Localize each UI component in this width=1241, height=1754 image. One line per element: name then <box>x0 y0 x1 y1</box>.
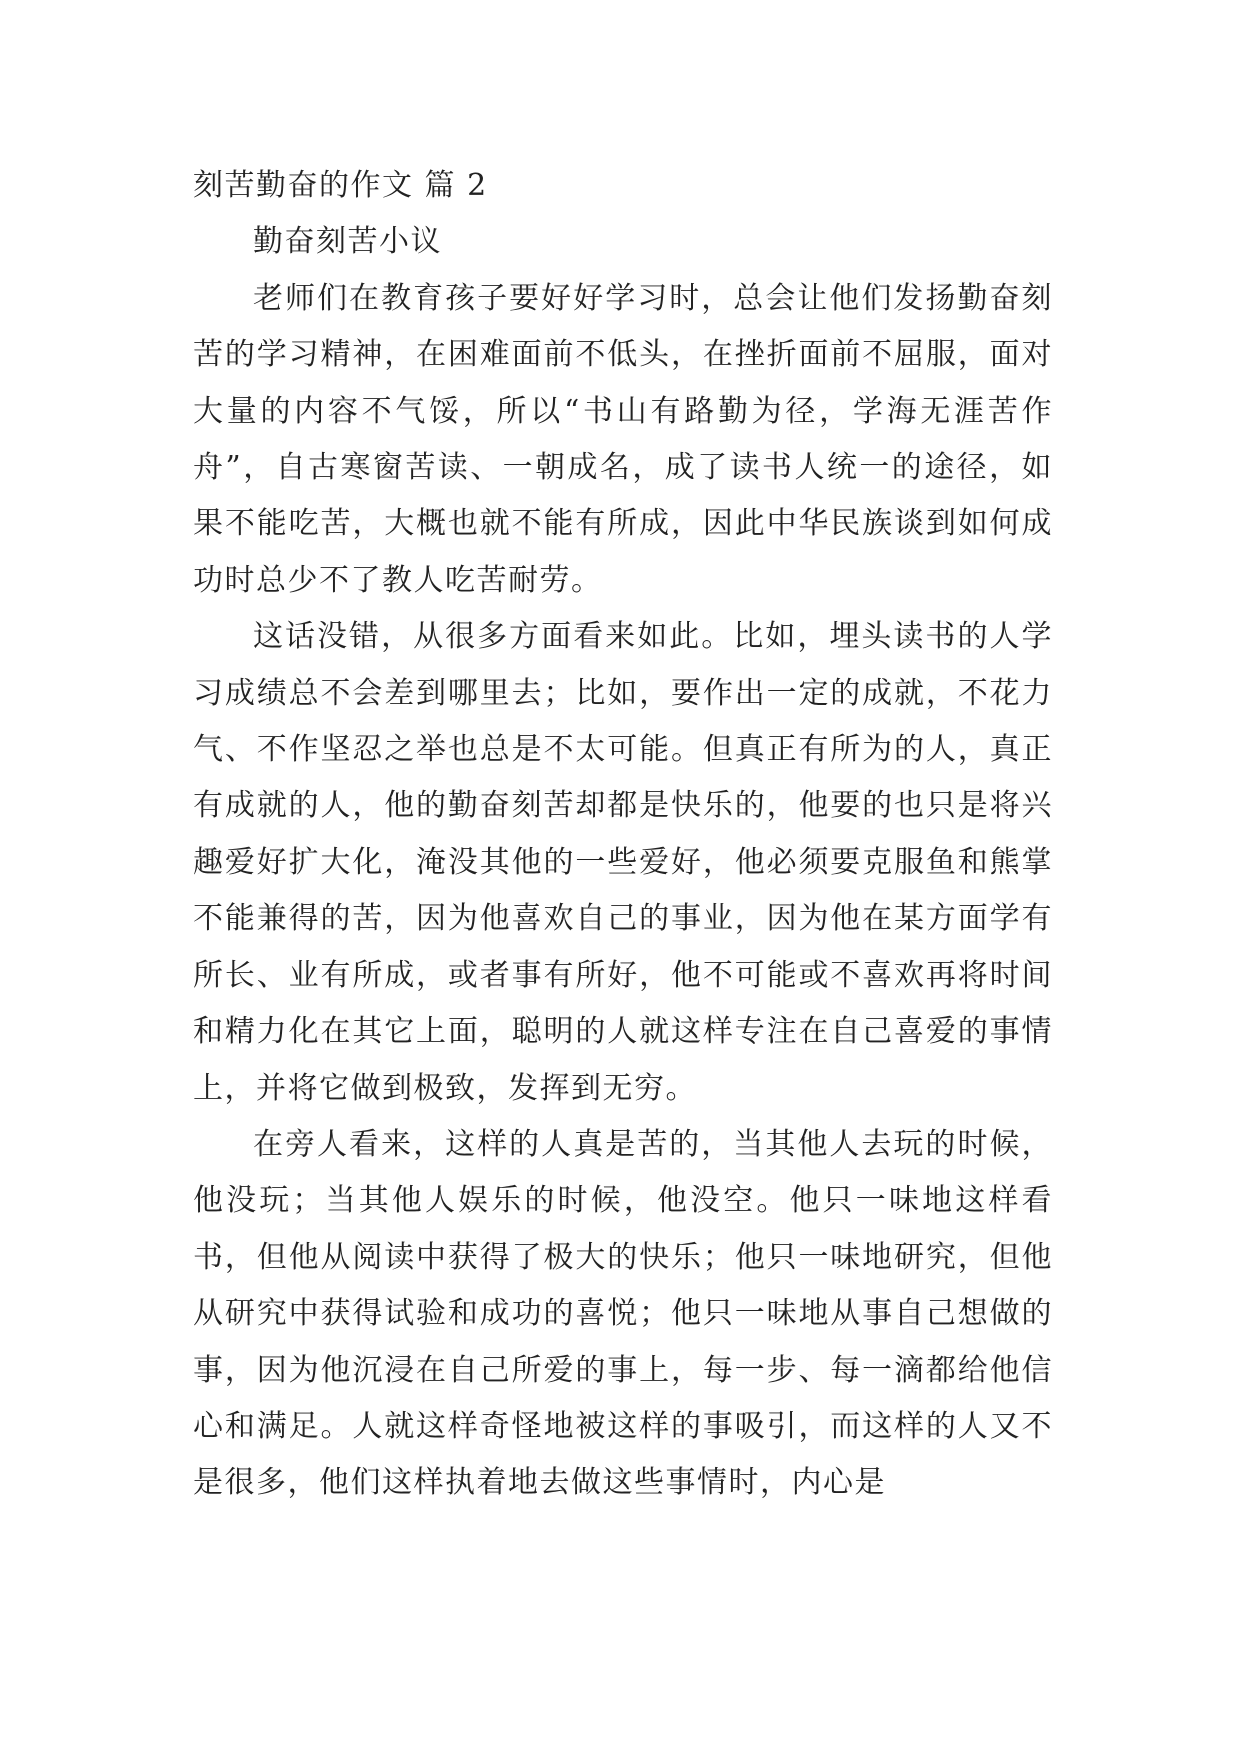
document-body <box>193 158 1053 1512</box>
body-paragraph: 这话没错，从很多方面看来如此。比如，埋头读书的人学习成绩总不会差到哪里去；比如，要作出一定的成就，不花力气、不作坚忍之举也总是不太可能。但真正有所为的人，真正有成就的人，他的勤奋刻苦却都是快乐的，他要的也只是将兴趣爱好扩大化，淹没其他的一些爱好，他必须要克服鱼和熊掌不能兼得的苦，因为他喜欢自己的事业，因为他在某方面学有所长、业有所成，或者事有所好，他不可能或不喜欢再将时间和精力化在其它上面，聪明的人就这样专注在自己喜爱的事情上，并将它做到极致，发挥到无穷。 <box>193 619 1053 1106</box>
body-paragraph: 在旁人看来，这样的人真是苦的，当其他人去玩的时候，他没玩；当其他人娱乐的时候，他没空。他只一味地这样看书，但他从阅读中获得了极大的快乐；他只一味地研究，但他从研究中获得试验和成功的喜悦；他只一味地从事自己想做的事，因为他沉浸在自己所爱的事上，每一步、每一滴都给他信心和满足。人就这样奇怪地被这样的事吸引，而这样的人又不是很多，他们这样执着地去做这些事情时，内心是 <box>193 1126 1053 1501</box>
subtitle-paragraph: 勤奋刻苦小议 <box>253 224 442 260</box>
body-paragraph: 老师们在教育孩子要好好学习时，总会让他们发扬勤奋刻苦的学习精神，在困难面前不低头，在挫折面前不屈服，面对大量的内容不气馁，所以“书山有路勤为径，学海无涯苦作舟”，自古寒窗苦读、一朝成名，成了读书人统一的途径，如果不能吃苦，大概也就不能有所成，因此中华民族谈到如何成功时总少不了教人吃苦耐劳。 <box>193 280 1053 598</box>
document-title: 刻苦勤奋的作文 篇 2 <box>193 168 488 203</box>
